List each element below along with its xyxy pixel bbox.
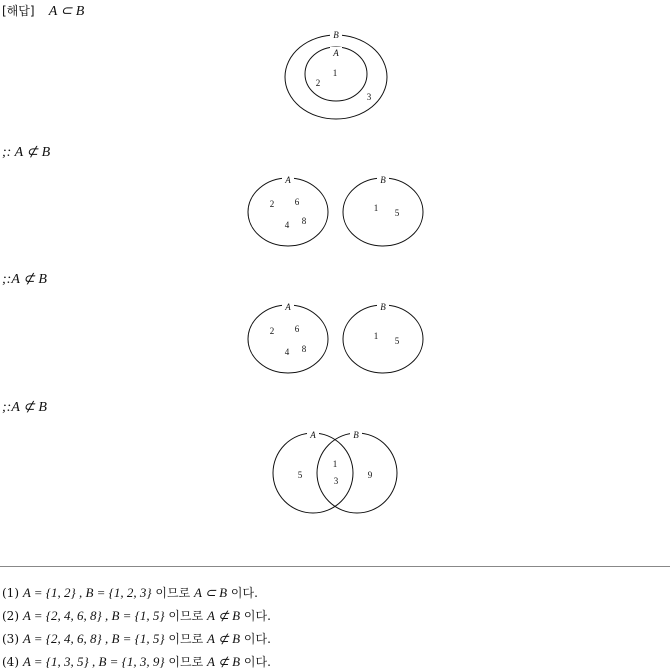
- set-b-ellipse: [343, 178, 423, 246]
- answer-number: (3): [2, 632, 19, 646]
- diagram3-element: 4: [284, 347, 290, 357]
- diagram3-left-label: A: [285, 302, 291, 312]
- diagram2-right-label: B: [380, 175, 386, 185]
- answer-relation: A ⊄ B: [207, 631, 241, 646]
- set-b-ellipse: [317, 433, 397, 513]
- answer-sets: A = {2, 4, 6, 8} , B = {1, 5}: [22, 631, 165, 646]
- diagram3-element: 8: [301, 344, 307, 354]
- set-a-ellipse: [248, 305, 328, 373]
- section3-relation: ;:A ⊄ B: [2, 272, 47, 287]
- diagram4-left-label: A: [310, 430, 316, 440]
- diagram3-element: 5: [394, 336, 400, 346]
- answer-relation: A ⊄ B: [207, 654, 241, 669]
- diagram4-element: 3: [333, 476, 339, 486]
- diagram4-right-label: B: [353, 430, 359, 440]
- section2-relation: ;: A ⊄ B: [2, 145, 51, 160]
- set-a-ellipse: [273, 433, 353, 513]
- section4-relation: ;:A ⊄ B: [2, 400, 47, 415]
- divider: [0, 566, 670, 567]
- answer-connector: 이므로: [168, 655, 204, 669]
- header-relation: A ⊂ B: [48, 4, 85, 19]
- diagram1-element: 3: [366, 92, 372, 102]
- answer-header-label: [해답]: [2, 4, 35, 18]
- diagram1-outer-label: B: [333, 30, 339, 40]
- answer-line-1: [2, 584, 258, 601]
- answer-number: (1): [2, 586, 19, 600]
- answer-line-3: [2, 630, 271, 647]
- diagram1-element: 2: [315, 78, 321, 88]
- diagram2-element: 5: [394, 208, 400, 218]
- diagram2-element: 4: [284, 220, 290, 230]
- diagram4-element: 5: [297, 470, 303, 480]
- answer-ending: 이다.: [243, 655, 271, 669]
- answer-ending: 이다.: [230, 586, 258, 600]
- diagram4-element: 1: [332, 459, 338, 469]
- answer-connector: 이므로: [168, 632, 204, 646]
- answer-ending: 이다.: [243, 609, 271, 623]
- answer-sets: A = {1, 2} , B = {1, 2, 3}: [22, 585, 152, 600]
- diagram2-element: 1: [373, 203, 379, 213]
- set-a-ellipse: [248, 178, 328, 246]
- diagram2-element: 2: [269, 199, 275, 209]
- diagram2-element: 8: [301, 216, 307, 226]
- answer-line-4: [2, 653, 271, 670]
- answer-line-2: [2, 607, 271, 624]
- diagram1-element: 1: [332, 68, 338, 78]
- diagram3-right-label: B: [380, 302, 386, 312]
- diagram2-left-label: A: [285, 175, 291, 185]
- diagram3-element: 2: [269, 326, 275, 336]
- answer-connector: 이므로: [168, 609, 204, 623]
- answer-sets: A = {1, 3, 5} , B = {1, 3, 9}: [22, 654, 165, 669]
- diagram3-element: 1: [373, 331, 379, 341]
- venn-diagram-overlap: [273, 433, 397, 513]
- set-b-ellipse: [343, 305, 423, 373]
- diagram3-element: 6: [294, 324, 300, 334]
- answer-sets: A = {2, 4, 6, 8} , B = {1, 5}: [22, 608, 165, 623]
- answer-ending: 이다.: [243, 632, 271, 646]
- answer-number: (4): [2, 655, 19, 669]
- diagram2-element: 6: [294, 197, 300, 207]
- answer-number: (2): [2, 609, 19, 623]
- answer-relation: A ⊄ B: [207, 608, 241, 623]
- diagram1-inner-label: A: [333, 48, 339, 58]
- answer-relation: A ⊂ B: [194, 585, 228, 600]
- answer-connector: 이므로: [155, 586, 191, 600]
- diagram4-element: 9: [367, 470, 373, 480]
